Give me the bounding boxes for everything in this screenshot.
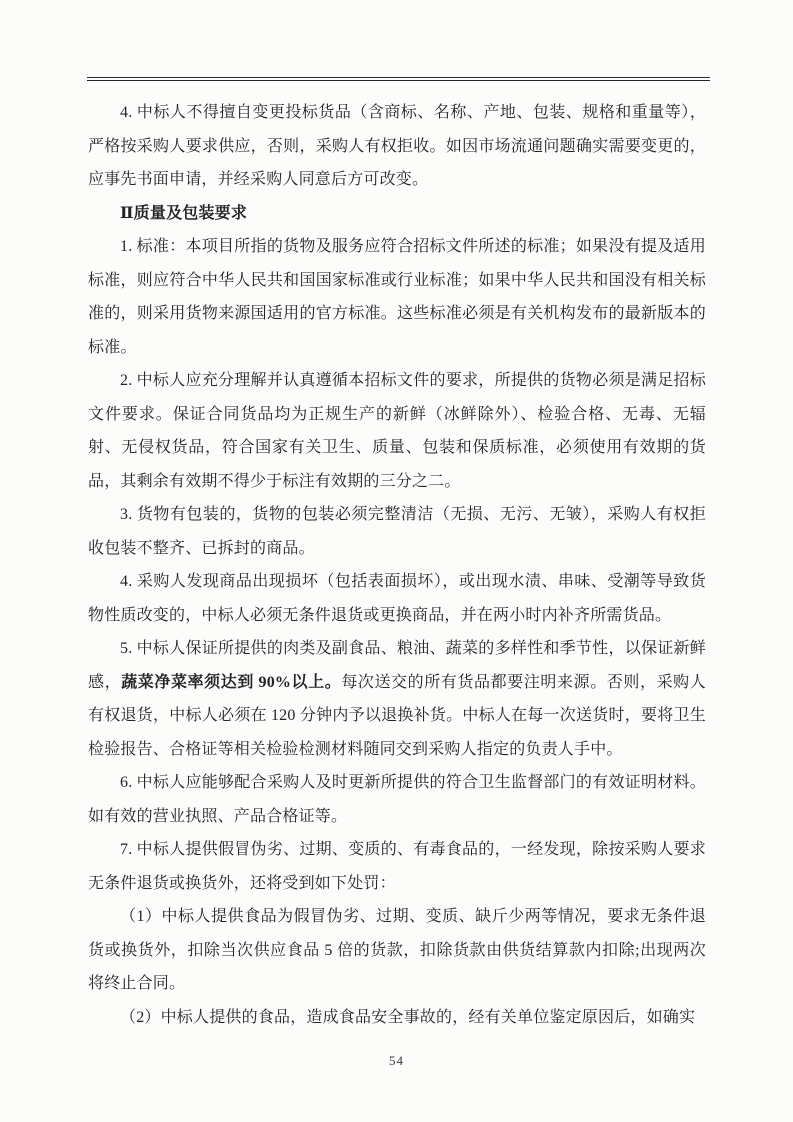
section-heading — [88, 197, 706, 231]
paragraph — [88, 96, 706, 197]
text-run: 6. 中标人应能够配合采购人及时更新所提供的符合卫生监督部门的有效证明材料。如有效的营业执照、产品合格证等。 — [88, 774, 706, 825]
paragraph — [88, 364, 706, 498]
bold-text-run: 蔬菜净菜率须达到 90%以上。 — [121, 673, 342, 691]
document-body — [88, 96, 706, 1034]
text-run: 2. 中标人应充分理解并认真遵循本招标文件的要求，所提供的货物必须是满足招标文件要求。保证合同货品均为正规生产的新鲜（冰鲜除外）、检验合格、无毒、无辐射、无侵权货品，符合国家有关卫生、质量、包装和保质标准，必须使用有效期的货品，其剩余有效期不得少于标注有效期的三分之二。 — [88, 372, 706, 490]
paragraph — [88, 230, 706, 364]
paragraph — [88, 632, 706, 766]
text-run: 每次送交的所有货品都要注明来源。否则，采购人有权退货，中标人必须在 120 分钟内予以退换补货。中标人在每一次送货时，要将卫生检验报告、合格证等相关检验检测材料随同交到采购人指定的负责人手中。 — [88, 673, 706, 758]
bold-text-run: Ⅱ质量及包装要求 — [120, 204, 248, 222]
paragraph — [88, 1001, 706, 1035]
header-rule — [87, 77, 710, 81]
text-run: 4. 采购人发现商品出现损坏（包括表面损坏），或出现水渍、串味、受潮等导致货物性质改变的，中标人必须无条件退货或更换商品，并在两小时内补齐所需货品。 — [88, 573, 706, 624]
paragraph — [88, 565, 706, 632]
text-run: 5. 中标人保证所提供的肉类及副食品、粮油、蔬菜的多样性和季节性，以保证新鲜感， — [88, 640, 706, 691]
paragraph — [88, 766, 706, 833]
text-run: （1）中标人提供食品为假冒伪劣、过期、变质、缺斤少两等情况，要求无条件退货或换货外，扣除当次供应食品 5 倍的货款，扣除货款由供货结算款内扣除;出现两次将终止合同。 — [88, 908, 706, 992]
paragraph — [88, 900, 706, 1001]
text-run: 1. 标准：本项目所指的货物及服务应符合招标文件所述的标准；如果没有提及适用标准，则应符合中华人民共和国国家标准或行业标准；如果中华人民共和国没有相关标准的，则采用货物来源国适用的官方标准。这些标准必须是有关机构发布的最新版本的标准。 — [88, 238, 706, 356]
page-number: 54 — [389, 1053, 404, 1068]
paragraph — [88, 498, 706, 565]
text-run: 4. 中标人不得擅自变更投标货品（含商标、名称、产地、包装、规格和重量等），严格按采购人要求供应，否则，采购人有权拒收。如因市场流通问题确实需要变更的，应事先书面申请，并经采购人同意后方可改变。 — [88, 104, 706, 188]
text-run: 7. 中标人提供假冒伪劣、过期、变质的、有毒食品的，一经发现，除按采购人要求无条件退货或换货外，还将受到如下处罚： — [88, 841, 706, 892]
paragraph — [88, 833, 706, 900]
text-run: （2）中标人提供的食品，造成食品安全事故的，经有关单位鉴定原因后，如确实 — [120, 1008, 696, 1026]
text-run: 3. 货物有包装的，货物的包装必须完整清洁（无损、无污、无皱），采购人有权拒收包装不整齐、已拆封的商品。 — [88, 506, 706, 557]
